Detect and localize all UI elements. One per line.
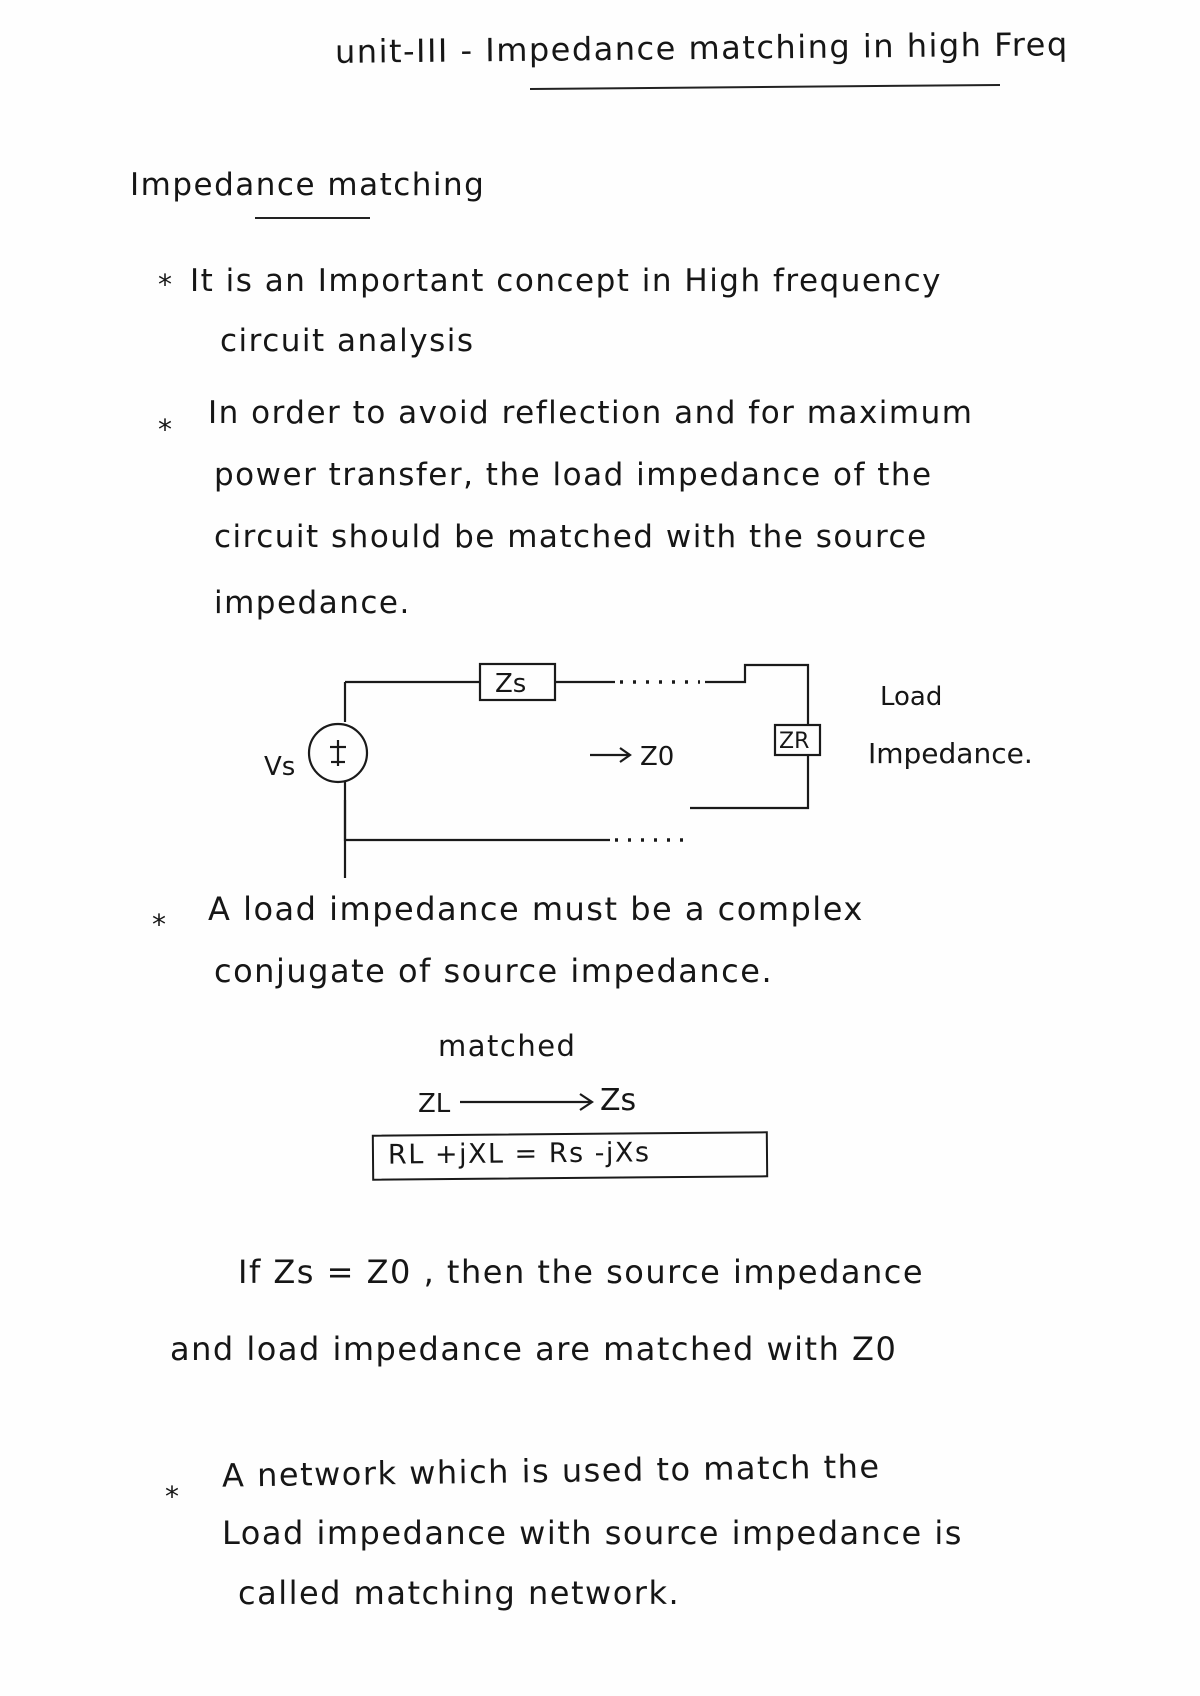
bullet-marker: * [165,1480,179,1513]
bullet-2-line-4: impedance. [214,585,411,621]
matched-to-label: Zs [600,1083,637,1118]
circuit-diagram [0,640,1200,900]
wire [705,665,808,725]
bullet-4-line-3: called matching network. [238,1574,681,1612]
bullet-4-line-2: Load impedance with source impedance is [222,1514,963,1552]
load-caption-2: Impedance. [868,737,1033,770]
matched-label: matched [438,1029,577,1063]
bullet-2-line-2: power transfer, the load impedance of the [214,457,933,493]
load-caption-1: Load [880,682,943,712]
bullet-1-line-1: It is an Important concept in High frequency [190,263,942,299]
title-underline [530,84,1000,90]
bullet-2-line-1: In order to avoid reflection and for maximum [208,395,974,431]
matching-equation: RL +jXL = Rs -jXs [387,1137,651,1171]
bullet-3-line-2: conjugate of source impedance. [214,952,774,990]
condition-line-1: If Zs = Z0 , then the source impedance [238,1253,925,1291]
condition-line-2: and load impedance are matched with Z0 [170,1330,898,1368]
line-impedance-label: Z0 [640,742,675,772]
source-impedance-label: Zs [495,669,527,699]
bullet-1-line-2: circuit analysis [220,323,475,359]
source-label: Vs [264,752,296,782]
wire [690,755,808,808]
load-impedance-label: ZR [779,729,810,754]
bullet-marker: * [158,413,172,446]
page-title: unit-III - Impedance matching in high Freq [334,25,1069,71]
section-heading: Impedance matching [130,167,486,203]
bullet-marker: * [152,908,166,941]
bullet-4-line-1: A network which is used to match the [221,1447,881,1495]
bullet-2-line-3: circuit should be matched with the source [214,519,928,555]
bullet-marker: * [158,268,172,301]
bullet-3-line-1: A load impedance must be a complex [208,890,864,928]
equation-box [372,1131,768,1180]
matched-from-label: ZL [418,1089,451,1119]
wire [345,800,610,840]
matched-arrow-diagram [0,1070,1200,1130]
heading-underline [255,217,370,219]
